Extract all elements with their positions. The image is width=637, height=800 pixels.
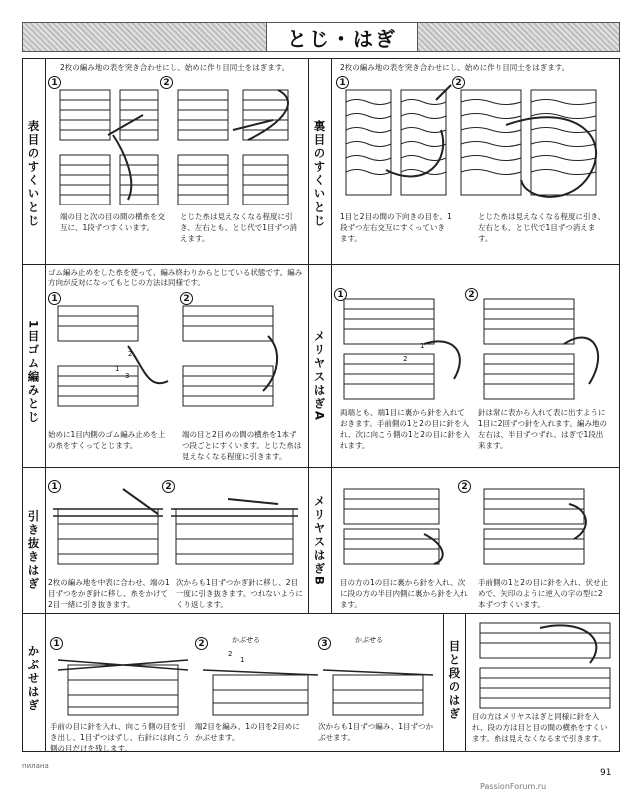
step-3-kabuse: 3 (318, 637, 331, 650)
step-2-hikinuki: 2 (162, 480, 175, 493)
step-2-meriyasu-b: 2 (458, 480, 471, 493)
knit-right-piece-2 (243, 90, 288, 205)
caption-meriyasu-a-1: 両端とも、端1目に裏から針を入れておきます。手前側の1と2の目に針を入れ、次に向こう側の1と2の目に針を入れます。 (340, 408, 470, 450)
label-col-left (45, 59, 46, 613)
purl-left-piece-2 (461, 90, 521, 195)
illustration-ura (336, 80, 616, 205)
knit-rows-1 (60, 100, 158, 195)
intro-gomu: ゴム編み止めをした糸を使って、編み終わりからとじている状態です。編み方向が反対になってもとじの方法は同様です。 (48, 268, 303, 288)
kabuseru-label-2: かぶせる (232, 636, 260, 644)
footer-left: пилана (22, 762, 49, 770)
caption-gomu-1: 始めに1目内側のゴム編み止めを上の糸をすくってとじます。 (48, 430, 166, 450)
illustration-me-to-dan (470, 618, 618, 713)
hook-hikinuki-2 (228, 499, 278, 504)
step-1-kabuse: 1 (50, 637, 63, 650)
illustration-meriyasu-b (334, 484, 614, 569)
watermark: PassionForum.ru (480, 782, 547, 791)
caption-gomu-2: 端の目と2目めの間の横糸を1本ずつ段ごとにすくいます。とじた糸は見えなくなる程度に引きます。 (182, 430, 302, 461)
fabric-hikinuki-2 (176, 509, 293, 564)
knit-left-piece-2 (178, 90, 228, 205)
gomu-label-3: 3 (125, 372, 130, 380)
purl-right-piece-1 (401, 90, 446, 195)
step-2-gomu: 2 (180, 292, 193, 305)
illustration-meriyasu-a (334, 294, 614, 404)
divider-row3 (23, 613, 619, 614)
label-omote: 表目のすくいとじ (26, 120, 41, 228)
meriyasu-a-label-1: 1 (420, 342, 425, 350)
knit-right-piece-1 (120, 90, 158, 205)
step-2-omote: 2 (160, 76, 173, 89)
caption-meriyasu-b-2: 手前側の1と2の目に針を入れ、伏せ止めで、矢印のように逆入の字の型に2本ずつすくいます。 (478, 578, 608, 609)
yarn-gomu-1 (128, 346, 168, 383)
fabric-me-to-dan-top (480, 623, 610, 658)
fabric-hikinuki-1 (58, 509, 158, 564)
step-2-meriyasu-a: 2 (465, 288, 478, 301)
illustration-gomu (48, 296, 304, 426)
step-1-hikinuki: 1 (48, 480, 61, 493)
stockinette-top-a2 (484, 299, 574, 344)
caption-me-to-dan: 目の方はメリヤスはぎと同様に針を入れ、段の方は目と目の間の横糸をすくいます。糸は見えなくなるまで引きます。 (472, 712, 608, 743)
needle-1 (108, 115, 143, 135)
illustration-kabuse (48, 645, 438, 720)
fabric-kabuse-3 (333, 675, 423, 715)
meriyasu-a-label-2: 2 (403, 355, 408, 363)
illustration-hikinuki (48, 484, 304, 569)
purl-left-piece-1 (346, 90, 391, 195)
yarn-ura-2 (506, 117, 596, 197)
stockinette-bottom-a1 (344, 354, 434, 399)
caption-meriyasu-a-2: 針は常に表から入れて表に出すように1目に2回ずつ針を入れます。編み地の左右は、半目ずつずれ、はぎで1段出来ます。 (478, 408, 607, 450)
label-col-bottom-right (465, 613, 466, 751)
kabuse-label-2: 2 (228, 650, 233, 658)
step-2-ura: 2 (452, 76, 465, 89)
caption-kabuse-3: 次からも1目ずつ編み、1目ずつかぶせます。 (318, 722, 433, 742)
label-ura: 裏目のすくいとじ (312, 120, 327, 228)
needles-hikinuki-1 (53, 509, 163, 516)
gomu-label-2: 2 (128, 350, 133, 358)
label-col-right (331, 59, 332, 613)
yarn-1 (113, 135, 131, 200)
rib-top-1 (58, 306, 138, 341)
yarn-a1 (424, 341, 460, 379)
label-kabuse: かぶせはぎ (26, 645, 41, 713)
caption-meriyasu-b-1: 目の方の1の目に裏から針を入れ、次に段の方の半目内側に裏から針を入れます。 (340, 578, 468, 609)
divider-mid (308, 59, 309, 613)
step-1-omote: 1 (48, 76, 61, 89)
stockinette-b1 (344, 489, 439, 564)
fabric-kabuse-2 (213, 675, 308, 715)
caption-kabuse-2: 端2目を編み、1の目を2目めにかぶせます。 (195, 722, 300, 742)
label-col-bottom (45, 613, 46, 751)
kabuseru-label-3: かぶせる (355, 636, 383, 644)
label-meriyasu-b: メリヤスはぎB (312, 495, 327, 587)
hook-hikinuki-1 (123, 489, 158, 514)
label-meriyasu-a: メリヤスはぎA (312, 330, 327, 422)
step-1-meriyasu-a: 1 (334, 288, 347, 301)
stockinette-b2 (484, 489, 584, 564)
caption-hikinuki-2: 次からも1目ずつかぎ針に移し、2目一度に引き抜きます。つれないようにくり返します。 (176, 578, 303, 609)
purl-bumps-1 (346, 100, 446, 175)
illustration-omote (48, 80, 304, 205)
caption-kabuse-1: 手前の目に針を入れ、向こう側の目を引き出し、1目ずつはずし、右針には向こう側の目だけを残します。 (50, 722, 190, 753)
gomu-label-1: 1 (115, 365, 120, 373)
label-hikinuki: 引き抜きはぎ (26, 510, 41, 591)
step-2-kabuse: 2 (195, 637, 208, 650)
label-gomu: 1目ゴム編みとじ (26, 320, 41, 425)
label-me-to-dan: 目と段のはぎ (447, 640, 462, 721)
step-1-gomu: 1 (48, 292, 61, 305)
divider-bottom (443, 613, 444, 751)
divider-row1 (23, 264, 619, 265)
intro-ura: 2枚の編み地の表を突き合わせにし、始めに作り目同士をはぎます。 (340, 63, 570, 72)
step-1-ura: 1 (336, 76, 349, 89)
needles-kabuse-3 (323, 670, 433, 675)
caption-omote-2: とじた糸は見えなくなる程度に引き、左右とも、とじ代で1目ずつ消えます。 (180, 212, 297, 243)
yarn-gomu-2 (263, 336, 277, 391)
knit-rows-2 (178, 100, 288, 195)
needles-kabuse-2 (203, 670, 318, 675)
caption-ura-1: 1目と2目の間の下向きの目を、1段ずつ左右交互にすくっていきます。 (340, 212, 452, 243)
divider-row2 (23, 467, 619, 468)
yarn-2 (248, 90, 288, 140)
needle-ura-1 (436, 85, 451, 100)
intro-omote: 2枚の編み地の表を突き合わせにし、始めに作り目同士をはぎます。 (60, 63, 290, 72)
rib-top-2 (183, 306, 273, 341)
title-bar (22, 22, 620, 52)
yarn-me-to-dan (540, 625, 596, 663)
stockinette-bottom-a2 (484, 354, 574, 399)
needles-hikinuki-2 (171, 509, 298, 516)
knit-left-piece-1 (60, 90, 110, 205)
page-title: とじ・はぎ (266, 23, 418, 51)
caption-ura-2: とじた糸は見えなくなる程度に引き、左右とも、とじ代で1目ずつ消えます。 (478, 212, 606, 243)
kabuse-label-1: 1 (240, 656, 245, 664)
caption-hikinuki-1: 2枚の編み地を中表に合わせ、端の1目ずつをかぎ針に移し、糸をかけて2目一緒に引き抜きます。 (48, 578, 170, 609)
page-number: 91 (600, 768, 612, 778)
stockinette-top-a1 (344, 299, 434, 344)
caption-omote-1: 端の目と次の目の間の横糸を交互に、1段ずつすくいます。 (60, 212, 165, 232)
purl-bumps-2 (461, 100, 596, 175)
